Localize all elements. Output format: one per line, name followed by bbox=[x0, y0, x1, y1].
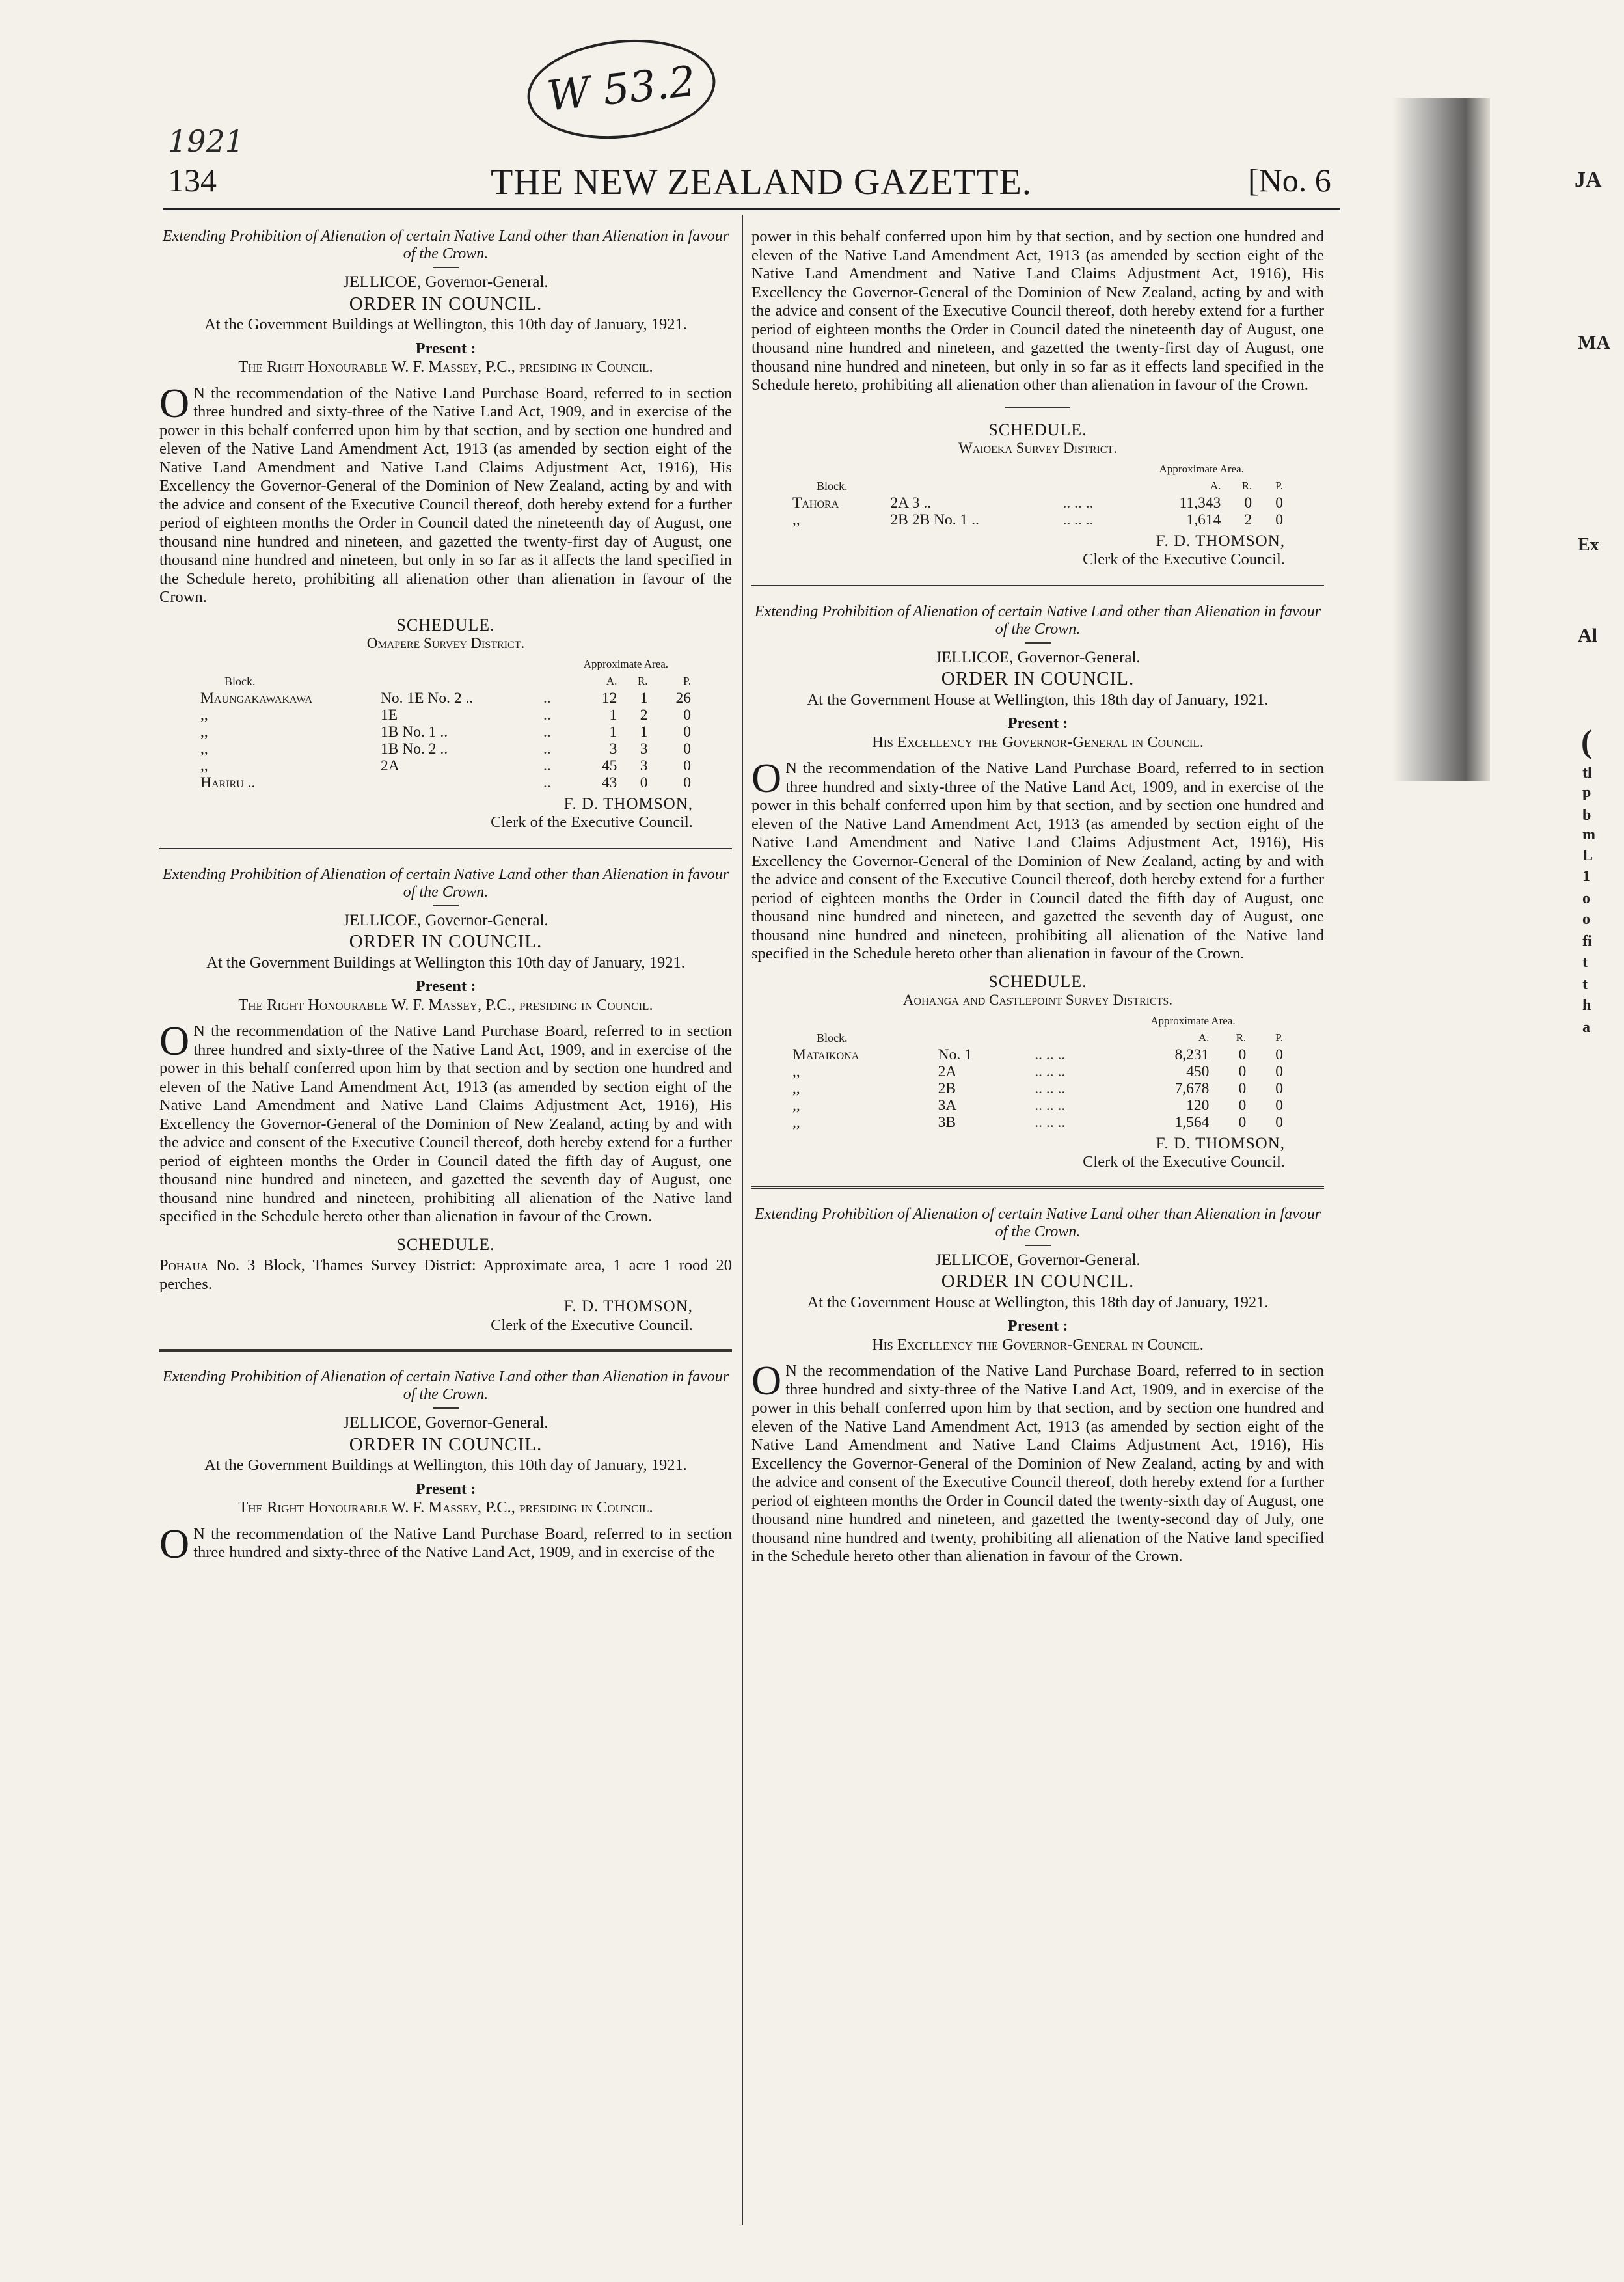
drop-cap: O bbox=[751, 755, 782, 801]
presiding-line: The Right Honourable W. F. Massey, P.C., presiding in Council. bbox=[238, 996, 653, 1014]
block-name: ,, bbox=[200, 757, 208, 774]
order-body bbox=[751, 1357, 1324, 1566]
short-rule bbox=[433, 267, 459, 268]
schedule-title: SCHEDULE. bbox=[988, 420, 1087, 439]
roods-value: 0 bbox=[1238, 1080, 1247, 1097]
margin-fragment: p bbox=[1582, 784, 1591, 801]
area-header: Approximate Area. bbox=[1150, 1014, 1236, 1027]
short-rule bbox=[1005, 407, 1070, 408]
perches-value: 0 bbox=[683, 706, 691, 724]
block-subdivision: No. 1E No. 2 .. bbox=[380, 689, 474, 707]
table-header-row bbox=[198, 656, 693, 673]
section-divider bbox=[159, 1349, 732, 1352]
leader-dots: .. bbox=[543, 706, 551, 724]
table-row bbox=[198, 757, 693, 774]
short-rule bbox=[433, 905, 459, 906]
margin-fragment: o bbox=[1582, 890, 1590, 907]
acres-value: 120 bbox=[1186, 1096, 1210, 1114]
block-subdivision: 2B bbox=[938, 1080, 956, 1097]
perches-value: 0 bbox=[683, 774, 691, 791]
acres-value: 3 bbox=[609, 740, 617, 757]
margin-fragment: t bbox=[1582, 976, 1588, 993]
issue-number: [No. 6 bbox=[1248, 162, 1331, 198]
survey-district: Waioeka Survey District. bbox=[958, 440, 1117, 456]
margin-fragment: MA bbox=[1578, 332, 1610, 353]
notice-waioeka bbox=[159, 1368, 732, 1567]
block-header: Block. bbox=[817, 479, 848, 493]
perches-value: 0 bbox=[1275, 511, 1283, 528]
signer-title: Clerk of the Executive Council. bbox=[1083, 550, 1285, 568]
drop-cap: O bbox=[159, 379, 190, 426]
column-divider bbox=[742, 215, 743, 2225]
short-rule bbox=[1025, 1245, 1051, 1246]
unit-roods: R. bbox=[1241, 479, 1252, 492]
block-subdivision: 2A bbox=[938, 1063, 957, 1080]
order-text: N the recommendation of the Native Land Purchase Board, referred to in section three hundred and sixty-three of the Native Land Act, 1909, and in exercise of the bbox=[193, 1525, 732, 1561]
acres-value: 12 bbox=[601, 689, 617, 707]
present-label: Present : bbox=[1007, 714, 1068, 732]
table-row bbox=[791, 1080, 1285, 1097]
signer-name: F. D. THOMSON, bbox=[563, 1297, 693, 1315]
block-name: ,, bbox=[792, 511, 800, 528]
margin-fragment: Ex bbox=[1578, 535, 1599, 555]
order-title: ORDER IN COUNCIL. bbox=[941, 668, 1135, 689]
signature-block bbox=[751, 1135, 1324, 1172]
leader-dots: .. bbox=[543, 689, 551, 707]
governor-line: JELLICOE, Governor-General. bbox=[343, 1414, 548, 1432]
notice-pohaua bbox=[159, 866, 732, 1335]
signer-name: F. D. THOMSON, bbox=[563, 795, 693, 813]
leader-dots: .. bbox=[543, 740, 551, 757]
governor-line: JELLICOE, Governor-General. bbox=[935, 648, 1141, 666]
roods-value: 0 bbox=[1244, 494, 1252, 511]
leader-dots: .. .. .. bbox=[1035, 1080, 1066, 1097]
leader-dots: .. .. .. bbox=[1035, 1046, 1066, 1063]
notice-heading: Extending Prohibition of Alienation of certain Native Land other than Alienation in favour of the Crown. bbox=[162, 228, 729, 262]
order-text: N the recommendation of the Native Land Purchase Board, referred to in section three hundred and sixty-three of the Native Land Act, 1909, and in exercise of the power in this behalf conferred upon him by that section, and by section one hundred and eleven of the Native Land Amendment Act, 1913 (as amended by section eight of the Native Land Amendment and Native Land Claims Adjustment Act, 1916), His Excellency the Governor-General of the Dominion of New Zealand, acting by and with the advice and consent of the Executive Council thereof, doth hereby extend for a further period of eighteen months the Order in Council dated the nineteenth day of August, one thousand nine hundred and nineteen, and gazetted the twenty-first day of August, one thousand nine hundred and nineteen, but only in so far as it affects the land specified in the Schedule hereto, prohibiting all alienation other than alienation in favour of the Crown. bbox=[159, 384, 732, 606]
leader-dots: .. .. .. bbox=[1035, 1113, 1066, 1131]
short-rule bbox=[1025, 642, 1051, 644]
roods-value: 0 bbox=[1238, 1046, 1247, 1063]
right-column bbox=[751, 228, 1324, 1566]
perches-value: 0 bbox=[1275, 1080, 1283, 1097]
archive-stamp bbox=[522, 31, 720, 147]
block-name: ,, bbox=[792, 1063, 800, 1080]
notice-omapere bbox=[159, 228, 732, 832]
table-row bbox=[198, 740, 693, 757]
present-label: Present : bbox=[415, 977, 476, 995]
acres-value: 1 bbox=[609, 706, 617, 724]
table-row bbox=[198, 707, 693, 724]
block-name: ,, bbox=[792, 1113, 800, 1131]
order-title: ORDER IN COUNCIL. bbox=[941, 1271, 1135, 1292]
block-name: Hariru .. bbox=[200, 774, 256, 791]
table-row bbox=[198, 690, 693, 707]
notice-heading: Extending Prohibition of Alienation of certain Native Land other than Alienation in favour of the Crown. bbox=[754, 603, 1321, 638]
signer-name: F. D. THOMSON, bbox=[1156, 532, 1285, 550]
margin-fragment: t bbox=[1582, 954, 1588, 971]
unit-perches: P. bbox=[683, 674, 691, 687]
table-row bbox=[791, 1046, 1285, 1063]
place-date: At the Government Buildings at Wellington, this 10th day of January, 1921. bbox=[204, 316, 687, 333]
acres-value: 1,614 bbox=[1186, 511, 1221, 528]
roods-value: 0 bbox=[1238, 1096, 1247, 1114]
signer-title: Clerk of the Executive Council. bbox=[491, 1316, 693, 1334]
leader-dots: .. .. .. bbox=[1062, 494, 1094, 511]
section-divider bbox=[751, 1186, 1324, 1189]
block-subdivision: 2A 3 .. bbox=[890, 494, 932, 511]
block-subdivision bbox=[379, 774, 541, 791]
gazette-title: THE NEW ZEALAND GAZETTE. bbox=[491, 162, 1032, 202]
schedule-table bbox=[198, 656, 693, 791]
acres-value: 7,678 bbox=[1174, 1080, 1210, 1097]
perches-value: 0 bbox=[1275, 1063, 1283, 1080]
schedule-table bbox=[791, 1012, 1285, 1131]
drop-cap: O bbox=[159, 1520, 190, 1567]
table-header-row bbox=[791, 1012, 1285, 1029]
table-header-row bbox=[198, 673, 693, 690]
margin-fragment: h bbox=[1582, 997, 1591, 1014]
table-row bbox=[791, 511, 1285, 528]
roods-value: 3 bbox=[640, 757, 648, 774]
header-rule bbox=[163, 208, 1340, 210]
acres-value: 1,564 bbox=[1174, 1113, 1210, 1131]
present-label: Present : bbox=[415, 1480, 476, 1498]
short-rule bbox=[433, 1407, 459, 1409]
roods-value: 0 bbox=[640, 774, 648, 791]
notice-heading: Extending Prohibition of Alienation of certain Native Land other than Alienation in favour of the Crown. bbox=[162, 1368, 729, 1403]
roods-value: 1 bbox=[640, 723, 648, 740]
acres-value: 43 bbox=[601, 774, 617, 791]
table-row bbox=[198, 724, 693, 740]
block-name: ,, bbox=[200, 706, 208, 724]
perches-value: 26 bbox=[675, 689, 691, 707]
leader-dots: .. bbox=[543, 757, 551, 774]
block-subdivision: 1B No. 1 .. bbox=[380, 723, 448, 740]
table-row bbox=[791, 1114, 1285, 1131]
leader-dots: .. bbox=[543, 723, 551, 740]
order-body bbox=[159, 379, 732, 607]
block-description: No. 3 Block, Thames Survey District: Approximate area, 1 acre 1 rood 20 perches. bbox=[159, 1256, 732, 1293]
order-text: N the recommendation of the Native Land Purchase Board, referred to in section three hundred and sixty-three of the Native Land Act, 1909, and in exercise of the power in this behalf conferred upon him by that section and by section one hundred and eleven of the Native Land Amendment Act, 1913 (as amended by section eight of the Native Land Amendment and Native Land Claims Adjustment Act, 1916), His Excellency the Governor-General of the Dominion of New Zealand, acting by and with the advice and consent of the Executive Council thereof, doth hereby extend for a further period of eighteen months the Order in Council dated the fifth day of August, one thousand nine hundred and nineteen, and gazetted the seventh day of August, one thousand nine hundred and nineteen, prohibiting all alienation of the Native land specified in the Schedule hereto other than alienation in favour of the Crown. bbox=[159, 1022, 732, 1225]
unit-perches: P. bbox=[1275, 479, 1283, 492]
leader-dots: .. .. .. bbox=[1062, 511, 1094, 528]
signature-block bbox=[751, 532, 1324, 569]
section-divider bbox=[751, 584, 1324, 586]
presiding-line: The Right Honourable W. F. Massey, P.C., presiding in Council. bbox=[238, 1499, 653, 1516]
margin-fragment: Al bbox=[1578, 625, 1597, 646]
area-header: Approximate Area. bbox=[583, 657, 669, 670]
perches-value: 0 bbox=[1275, 1096, 1283, 1114]
roods-value: 0 bbox=[1238, 1113, 1247, 1131]
table-row bbox=[791, 1063, 1285, 1080]
survey-district: Omapere Survey District. bbox=[366, 635, 525, 651]
perches-value: 0 bbox=[683, 757, 691, 774]
block-name: ,, bbox=[792, 1080, 800, 1097]
acres-value: 11,343 bbox=[1179, 494, 1221, 511]
perches-value: 0 bbox=[1275, 494, 1283, 511]
section-divider bbox=[159, 847, 732, 849]
block-name: ,, bbox=[200, 723, 208, 740]
table-row bbox=[198, 774, 693, 791]
notice-final bbox=[751, 1206, 1324, 1566]
margin-fragment: m bbox=[1582, 826, 1595, 843]
block-subdivision: 1B No. 2 .. bbox=[380, 740, 448, 757]
perches-value: 0 bbox=[683, 740, 691, 757]
roods-value: 1 bbox=[640, 689, 648, 707]
acres-value: 1 bbox=[609, 723, 617, 740]
governor-line: JELLICOE, Governor-General. bbox=[343, 911, 548, 929]
table-header-row bbox=[791, 478, 1285, 495]
signer-title: Clerk of the Executive Council. bbox=[491, 813, 693, 831]
handwritten-year: 1921 bbox=[168, 124, 245, 159]
roods-value: 2 bbox=[1244, 511, 1252, 528]
unit-acres: A. bbox=[1210, 479, 1221, 492]
schedule-waioeka bbox=[751, 421, 1324, 569]
place-date: At the Government Buildings at Wellington, this 10th day of January, 1921. bbox=[204, 1456, 687, 1474]
margin-fragment: o bbox=[1582, 911, 1590, 928]
signature-block bbox=[159, 1297, 732, 1335]
perches-value: 0 bbox=[683, 723, 691, 740]
block-name: ,, bbox=[200, 740, 208, 757]
table-row bbox=[791, 495, 1285, 511]
perches-value: 0 bbox=[1275, 1046, 1283, 1063]
schedule-title: SCHEDULE. bbox=[396, 615, 495, 634]
present-label: Present : bbox=[415, 339, 476, 357]
leader-dots: .. .. .. bbox=[1035, 1096, 1066, 1114]
block-name: Tahora bbox=[792, 494, 839, 511]
order-body bbox=[159, 1018, 732, 1227]
unit-acres: A. bbox=[1198, 1031, 1210, 1044]
acres-value: 450 bbox=[1186, 1063, 1210, 1080]
table-header-row bbox=[791, 1029, 1285, 1046]
order-body bbox=[159, 1520, 732, 1567]
presiding-line: The Right Honourable W. F. Massey, P.C., presiding in Council. bbox=[238, 358, 653, 375]
unit-roods: R. bbox=[1236, 1031, 1247, 1044]
order-text: N the recommendation of the Native Land Purchase Board, referred to in section three hundred and sixty-three of the Native Land Act, 1909, and in exercise of the power in this behalf conferred upon him by that section, and by section one hundred and eleven of the Native Land Amendment Act, 1913 (as amended by section eight of the Native Land Amendment and Native Land Claims Adjustment Act, 1916), His Excellency the Governor-General of the Dominion of New Zealand, acting by and with the advice and consent of the Executive Council thereof, doth hereby extend for a further period of eighteen months the Order in Council dated the twenty-sixth day of August, one thousand nine hundred and nineteen, and gazetted the twenty-second day of July, one thousand nine hundred and twenty, prohibiting all alienation of the Native land specified in the Schedule hereto other than alienation in favour of the Crown. bbox=[751, 1362, 1324, 1565]
place-date: At the Government House at Wellington, this 18th day of January, 1921. bbox=[807, 1293, 1269, 1311]
perches-value: 0 bbox=[1275, 1113, 1283, 1131]
block-name: Pohaua bbox=[159, 1256, 209, 1274]
order-title: ORDER IN COUNCIL. bbox=[349, 931, 543, 952]
binding-shadow bbox=[1392, 98, 1490, 781]
unit-acres: A. bbox=[606, 674, 617, 687]
schedule-title: SCHEDULE. bbox=[396, 1234, 495, 1254]
order-title: ORDER IN COUNCIL. bbox=[349, 293, 543, 314]
block-subdivision: 3B bbox=[938, 1113, 956, 1131]
stamp-text: W 53.2 bbox=[545, 57, 698, 121]
place-date: At the Government Buildings at Wellington this 10th day of January, 1921. bbox=[206, 953, 685, 971]
leader-dots: .. .. .. bbox=[1035, 1063, 1066, 1080]
block-name: Mataikona bbox=[792, 1046, 859, 1063]
order-title: ORDER IN COUNCIL. bbox=[349, 1433, 543, 1455]
place-date: At the Government House at Wellington, this 18th day of January, 1921. bbox=[807, 690, 1269, 709]
block-header: Block. bbox=[817, 1031, 848, 1044]
margin-fragment: 1 bbox=[1582, 868, 1590, 885]
block-name: ,, bbox=[792, 1096, 800, 1114]
unit-perches: P. bbox=[1275, 1031, 1283, 1044]
schedule-title: SCHEDULE. bbox=[988, 971, 1087, 991]
roods-value: 0 bbox=[1238, 1063, 1247, 1080]
unit-roods: R. bbox=[637, 674, 648, 687]
block-subdivision: 2B 2B No. 1 .. bbox=[890, 511, 979, 528]
survey-district: Aohanga and Castlepoint Survey Districts. bbox=[902, 992, 1173, 1008]
block-subdivision: 3A bbox=[938, 1096, 957, 1114]
left-column bbox=[159, 228, 732, 1567]
block-name: Maungakawakawa bbox=[200, 689, 313, 707]
present-label: Present : bbox=[1007, 1317, 1068, 1335]
acres-value: 8,231 bbox=[1174, 1046, 1210, 1063]
drop-cap: O bbox=[159, 1018, 190, 1064]
acres-value: 45 bbox=[601, 757, 617, 774]
area-header: Approximate Area. bbox=[1159, 462, 1244, 475]
margin-fragment: fi bbox=[1582, 933, 1592, 950]
margin-fragment: ( bbox=[1581, 723, 1592, 759]
notice-mataikona bbox=[751, 603, 1324, 1172]
table-header-row bbox=[791, 461, 1285, 478]
block-subdivision: No. 1 bbox=[938, 1046, 972, 1063]
presiding-line: His Excellency the Governor-General in Council. bbox=[872, 1335, 1204, 1353]
page-number: 134 bbox=[168, 162, 217, 198]
table-row bbox=[791, 1097, 1285, 1114]
signature-block bbox=[159, 795, 732, 832]
notice-heading: Extending Prohibition of Alienation of certain Native Land other than Alienation in favour of the Crown. bbox=[754, 1205, 1321, 1240]
drop-cap: O bbox=[751, 1357, 782, 1404]
signer-title: Clerk of the Executive Council. bbox=[1083, 1153, 1285, 1171]
roods-value: 2 bbox=[640, 706, 648, 724]
margin-fragment: b bbox=[1582, 807, 1591, 824]
block-header: Block. bbox=[224, 674, 256, 688]
roods-value: 3 bbox=[640, 740, 648, 757]
margin-fragment: JA bbox=[1575, 168, 1602, 192]
block-subdivision: 1E bbox=[380, 706, 398, 724]
block-subdivision: 2A bbox=[380, 757, 399, 774]
governor-line: JELLICOE, Governor-General. bbox=[935, 1251, 1141, 1269]
signer-name: F. D. THOMSON, bbox=[1156, 1134, 1285, 1152]
order-body-continued: power in this behalf conferred upon him by that section, and by section one hundred and eleven of the Native Land Amendment Act, 1913 (as amended by section eight of the Native Land Amendment and Native Land Claims Adjustment Act, 1916), His Excellency the Governor-General of the Dominion of New Zealand, acting by and with the advice and consent of the Executive Council thereof, doth hereby extend for a further period of eighteen months the Order in Council dated the nineteenth day of August, one thousand nine hundred and nineteen, and gazetted the twenty-first day of August, one thousand nine hundred and nineteen, but only in so far as it effects land specified in the Schedule hereto, prohibiting all alienation other than alienation in favour of the Crown. bbox=[751, 228, 1324, 394]
governor-line: JELLICOE, Governor-General. bbox=[343, 273, 548, 291]
presiding-line: His Excellency the Governor-General in Council. bbox=[872, 733, 1204, 751]
leader-dots: .. bbox=[543, 774, 551, 791]
schedule-text bbox=[159, 1256, 732, 1294]
notice-heading: Extending Prohibition of Alienation of certain Native Land other than Alienation in favour of the Crown. bbox=[162, 865, 729, 901]
schedule-table bbox=[791, 461, 1285, 528]
order-text: N the recommendation of the Native Land Purchase Board, referred to in section three hundred and sixty-three of the Native Land Act, 1909, and in exercise of the power in this behalf conferred upon him by that section, and by section one hundred and eleven of the Native Land Amendment Act, 1913 (as amended by section eight of the Native Land Amendment and Native Land Claims Adjustment Act, 1916), His Excellency the Governor-General of the Dominion of New Zealand, acting by and with the advice and consent of the Executive Council thereof, doth hereby extend for a further period of eighteen months the Order in Council dated the fifth day of August, one thousand nine hundred and nineteen, and gazetted the seventh day of August, one thousand nine hundred and nineteen, prohibiting all alienation of the Native land specified in the Schedule hereto other than alienation in favour of the Crown. bbox=[751, 759, 1324, 962]
margin-fragment: L bbox=[1582, 847, 1593, 864]
margin-fragment: tl bbox=[1582, 765, 1592, 781]
order-body bbox=[751, 755, 1324, 964]
margin-fragment: a bbox=[1582, 1019, 1590, 1036]
